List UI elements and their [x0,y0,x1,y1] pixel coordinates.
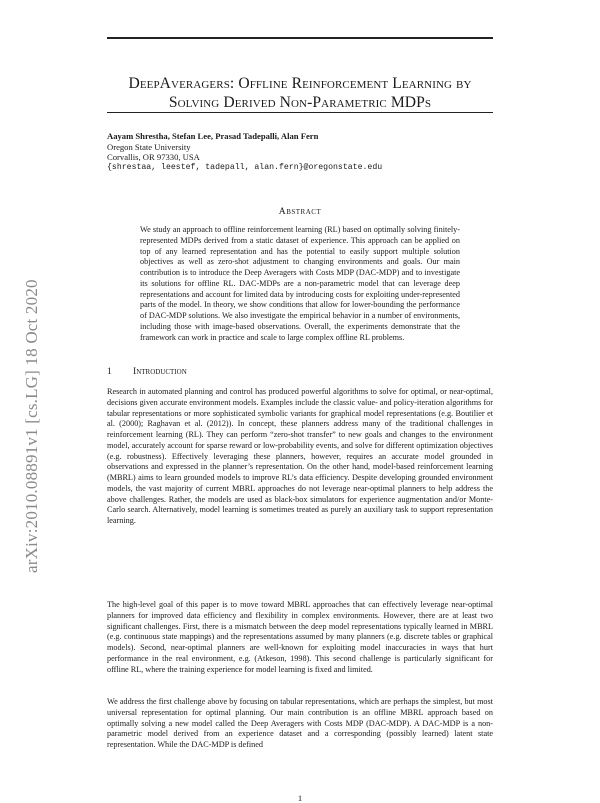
page-number: 1 [297,793,303,803]
intro-paragraph-2: The high-level goal of this paper is to move toward MBRL approaches that can effectively leverage near-optimal planners for improved data efficiency and flexibility in complex environments. However, there are at least two significant challenges. First, there is a mismatch between the deep model representations typically learned in MBRL (e.g. continuous state mappings) and the representations assumed by many planners (e.g. discrete tables or graphical models). Second, near-optimal planners are well-known for exploiting model inaccuracies in ways that hurt performance in the real environment, e.g. (Atkeson, 1998). This second challenge is particularly significant for offline RL, where the training experience for model learning is fixed and limited. [107,600,493,674]
intro-paragraph-3: We address the first challenge above by focusing on tabular representations, which are perhaps the simplest, but most universal representation for optimal planning. Our main contribution is an offline MBRL approach based on optimally solving a new model called the Deep Averagers with Costs MDP (DAC-MDP). A DAC-MDP is a non-parametric model derived from an experience dataset and a corresponding (possibly learned) latent state representation. While the DAC-MDP is defined [107,697,493,749]
title-rule-top [107,37,493,39]
section-number: 1 [107,366,112,377]
paper-title: DeepAveragers: Offline Reinforcement Learning by Solving Derived Non-Parametric MDPs [128,75,472,111]
section-heading-introduction [107,366,493,377]
author-address: Corvallis, OR 97330, USA [107,152,200,163]
author-emails: {shrestaa, leestef, tadepall, alan.fern}@oregonstate.edu [107,162,383,172]
author-affiliation: Oregon State University [107,141,191,152]
author-names: Aayam Shrestha, Stefan Lee, Prasad Tadepalli, Alan Fern [107,131,319,141]
abstract-heading: Abstract [278,206,322,217]
intro-paragraph-1: Research in automated planning and control has produced powerful algorithms to solve for optimal, or near-optimal, decisions given accurate environment models. Examples include the classic value- and policy-iteration algorithms for tabular representations or more sophisticated symbolic variants for graphical model representations (e.g. Boutilier et al. (2000); Raghavan et al. (2012)). In concept, these planners address many of the traditional challenges in reinforcement learning (RL). They can perform “zero-shot transfer” to new goals and changes to the environment model, accurately account for sparse reward or low-probability events, and solve for different optimization objectives (e.g. robustness). Effectively leveraging these planners, however, requires an accurate model grounded in observations and expressed in the planner’s representation. On the other hand, model-based reinforcement learning (MBRL) aims to learn grounded models to improve RL’s data efficiency. Despite developing grounded environment models, the vast majority of current MBRL approaches do not leverage near-optimal planners to help address the above challenges. Rather, the models are used as black-box simulators for experience augmentation and/or Monte-Carlo search. Alternatively, model learning is sometimes treated as purely an auxiliary task to support representation learning. [107,387,493,525]
author-block [107,131,493,173]
title-rule-bottom [107,112,493,113]
abstract-text: We study an approach to offline reinforcement learning (RL) based on optimally solving finitely-represented MDPs derived from a static dataset of experience. This approach can be applied on top of any learned representation and has the potential to easily support multiple solution objectives as well as zero-shot adjustment to changing environments and goals. Our main contribution is to introduce the Deep Averagers with Costs MDP (DAC-MDP) and to investigate its solutions for offline RL. DAC-MDPs are a non-parametric model that can leverage deep representations and account for limited data by introducing costs for exploiting under-represented parts of the model. In theory, we show conditions that allow for lower-bounding the performance of DAC-MDP solutions. We also investigate the empirical behavior in a number of environments, including those with image-based observations. Overall, the experiments demonstrate that the framework can work in practice and scale to large complex offline RL problems. [140,225,460,342]
arxiv-stamp: arXiv:2010.08891v1 [cs.LG] 18 Oct 2020 [22,279,41,573]
section-title: Introduction [133,366,187,377]
